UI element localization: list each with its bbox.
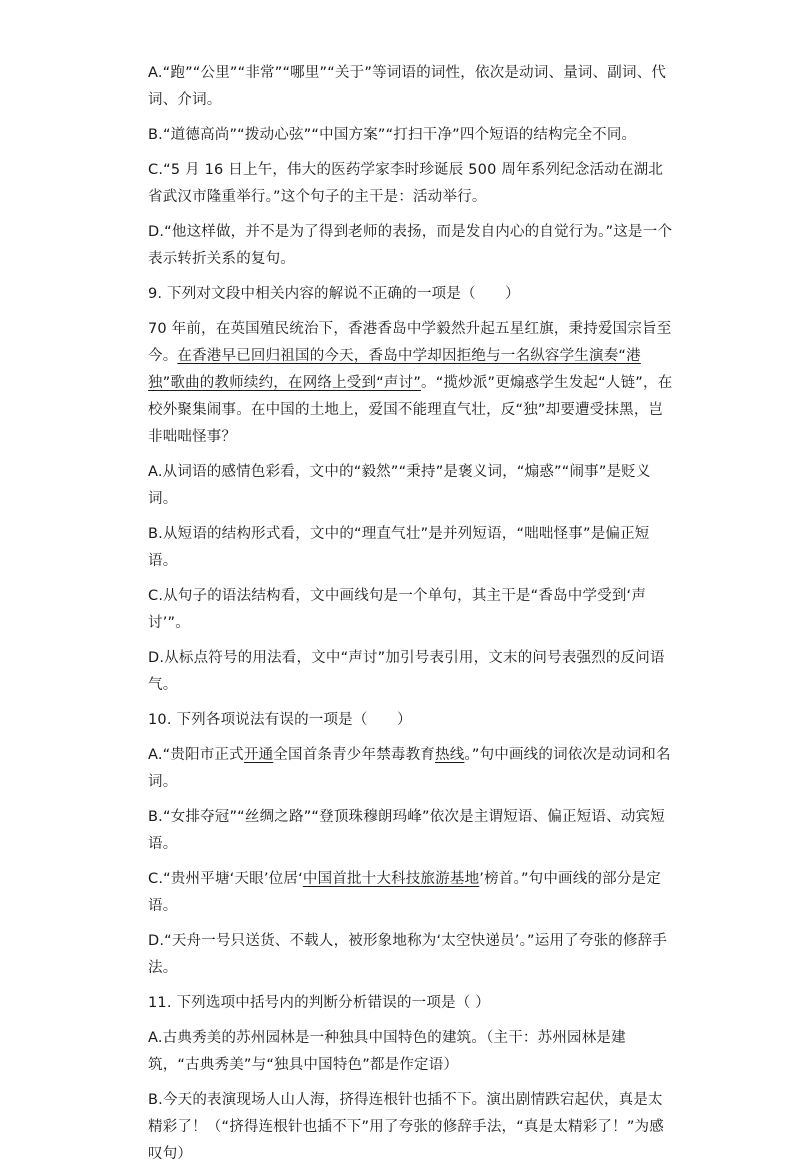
q8-option-b: B.“道德高尚”“拨动心弦”“中国方案”“打扫干净”四个短语的结构完全不同。 xyxy=(148,127,637,143)
q9-option-c: C.从句子的语法结构看，文中画线句是一个单句，其主干是“香岛中学受到‘声讨’”。 xyxy=(148,588,647,631)
q11-option-b: B.今天的表演现场人山人海，挤得连根针也插不下。演出剧情跌宕起伏，真是太精彩了！（“挤得连根针也插不下”用了夸张的修辞手法，“真是太精彩了！”为感叹句） xyxy=(148,1092,664,1162)
q10-a-pre: A.“贵阳市正式 xyxy=(148,747,244,763)
q11-stem: 11. 下列选项中括号内的判断分析错误的一项是（ ） xyxy=(148,995,490,1011)
q9-option-b: B.从短语的结构形式看，文中的“理直气壮”是并列短语，“咄咄怪事”是偏正短语。 xyxy=(148,526,650,569)
q9-option-d: D.从标点符号的用法看，文中“声讨”加引号表引用，文末的问号表强烈的反问语气。 xyxy=(148,650,665,693)
q10-option-d: D.“天舟一号只送货、不载人，被形象地称为‘太空快递员’。”运用了夸张的修辞手法。 xyxy=(148,933,668,976)
q10-c-underline: 中国首批十大科技旅游基地 xyxy=(302,871,480,887)
q10-option-c xyxy=(148,866,674,920)
q9-passage-pre: 70 年前，在英国殖民统治下，香港香岛中学毅然升起五星红旗，秉持爱国宗旨至今。 xyxy=(148,321,672,364)
q10-stem: 10. 下列各项说法有误的一项是（ ） xyxy=(148,712,412,728)
q9-passage-underlined: 在香港早已回归祖国的今天，香岛中学却因拒绝与一名纵容学生演奏“港独”歌曲的教师续约，在网络上受到“声讨” xyxy=(148,348,641,391)
q10-a-mid: 全国首条青少年禁毒教育 xyxy=(273,747,435,763)
q8-option-d: D.“他这样做，并不是为了得到老师的表扬，而是发自内心的自觉行为。”这是一个表示转折关系的复句。 xyxy=(148,224,673,267)
q10-option-a xyxy=(148,742,674,796)
q10-a-post: 。”句中画线的词依次是动词和名词。 xyxy=(148,747,671,790)
q9-passage xyxy=(148,316,674,451)
q10-a-underline-1: 开通 xyxy=(243,747,274,763)
q10-option-b: B.“女排夺冠”“丝绸之路”“登顶珠穆朗玛峰”依次是主谓短语、偏正短语、动宾短语。 xyxy=(148,809,665,852)
q9-passage-post: 。“揽炒派”更煽惑学生发起“人链”，在校外聚集闹事。在中国的土地上，爱国不能理直气壮，反“独”却要遭受抹黑，岂非咄咄怪事？ xyxy=(148,375,673,445)
q10-a-underline-2: 热线 xyxy=(435,747,465,763)
q11-option-a: A.古典秀美的苏州园林是一种独具中国特色的建筑。（主干：苏州园林是建筑，“古典秀美”与“独具中国特色”都是作定语） xyxy=(148,1030,626,1073)
q10-c-pre: C.“贵州平塘‘天眼’位居‘ xyxy=(148,871,303,887)
q8-option-c: C.“5 月 16 日上午，伟大的医药学家李时珍诞辰 500 周年系列纪念活动在湖北省武汉市隆重举行。”这个句子的主干是：活动举行。 xyxy=(148,162,664,205)
q10-c-post: ’榜首。”句中画线的部分是定语。 xyxy=(148,871,661,914)
q9-stem: 9. 下列对文段中相关内容的解说不正确的一项是（ ） xyxy=(148,286,520,302)
q8-option-a: A.“跑”“公里”“非常”“哪里”“关于”等词语的词性，依次是动词、量词、副词、代词、介词。 xyxy=(148,65,667,108)
q9-option-a: A.从词语的感情色彩看，文中的“毅然”“秉持”是褒义词，“煽惑”“闹事”是贬义词。 xyxy=(148,464,651,507)
